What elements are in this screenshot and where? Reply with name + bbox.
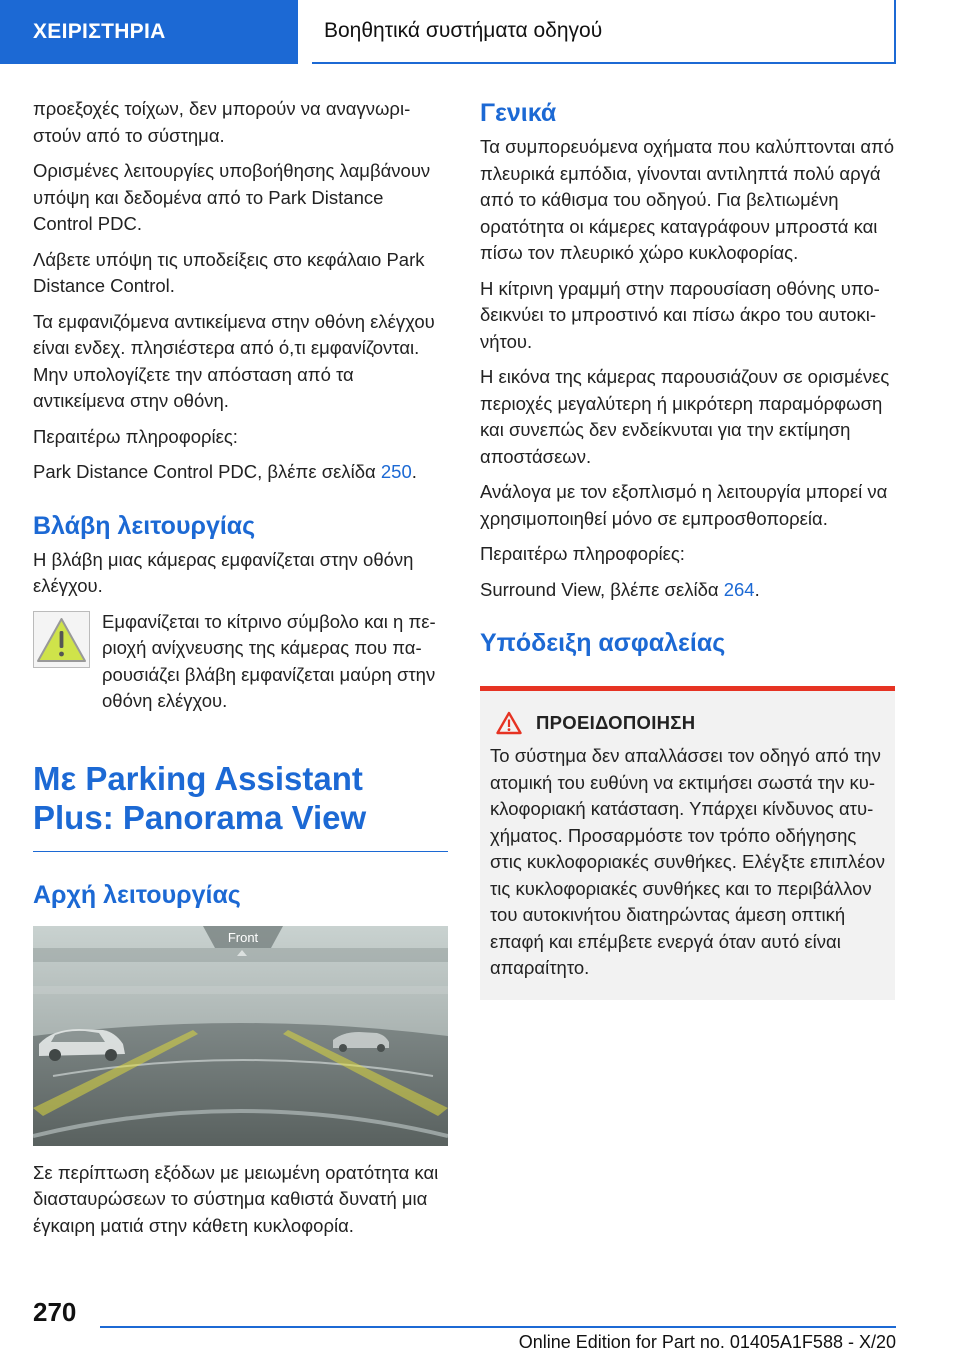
- paragraph: Περαιτέρω πληροφορίες:: [33, 425, 238, 447]
- warning-triangle-icon: [496, 711, 522, 735]
- right-column: [480, 96, 895, 1000]
- paragraph: Τα εμφανιζόμενα αντικείμενα στην οθόνη ελέγχου είναι ενδεχ. πλησιέστερα από ό,τι εμφανίζονται. Μην υπολογίζετε την απόσταση από τα αντικείμενα στην οθόνη.: [33, 310, 435, 411]
- paragraph: Ανάλογα με τον εξοπλισμό η λειτουργία μπορεί να χρησιμοποιηθεί μόνο σε εμπροσθοπορεία.: [480, 481, 888, 529]
- paragraph: Η κίτρινη γραμμή στην παρουσίαση οθόνης υποδεικνύει το μπροστινό και πίσω άκρο του αυτοκινήτου.: [480, 277, 880, 352]
- camera-fault-warning-icon: [33, 611, 90, 668]
- camera-front-label: Front: [227, 929, 259, 945]
- reference-text: Park Distance Control PDC, βλέπε σελίδα: [33, 461, 381, 482]
- cross-reference: Surround View, βλέπε σελίδα 264.: [480, 578, 760, 600]
- paragraph: Ορισμένες λειτουργίες υποβοήθησης λαμβάνουν υπόψη και δεδομένα από το Park Distance Control PDC.: [33, 160, 431, 234]
- heading-general: Γενικά: [480, 99, 557, 127]
- warning-text: Το σύστημα δεν απαλλάσσει τον οδηγό από την ατομική του ευθύνη να εκτιμήσει σωστά την κυκλοφοριακή κατάσταση. Υπάρχει κίνδυνος ατυχήματος. Προσαρμόστε τον τρόπο οδήγησης στις κυκλοφοριακές συνθήκες. Ελέγξτε επιπλέον τις κυκλοφοριακές συνθήκες και το περιβάλλον του αυτοκινήτου διατηρώντας άμεση οπτική επαφή και επέμβετε ενεργά όταν αυτό είναι απαραίτητο.: [490, 745, 885, 978]
- footer-edition: Online Edition for Part no. 01405A1F588 - X/20: [100, 1326, 896, 1353]
- main-heading: Με Parking Assistant Plus: Panorama View: [33, 759, 448, 852]
- image-caption: Σε περίπτωση εξόδων με μειωμένη ορατότητα και διασταυρώσεων το σύστημα καθιστά δυνατή μια έγκαιρη ματιά στην κάθετη κυκλοφορία.: [33, 1161, 439, 1236]
- paragraph: Η βλάβη μιας κάμερας εμφανίζεται στην οθόνη ελέγχου.: [33, 548, 414, 596]
- reference-text: Surround View, βλέπε σελίδα: [480, 578, 724, 600]
- camera-view-illustration: [33, 926, 448, 1146]
- chapter-tab: ΧΕΙΡΙΣΤΗΡΙΑ: [0, 0, 298, 64]
- heading-safety: Υπόδειξη ασφαλείας: [480, 629, 726, 657]
- warning-title: ΠΡΟΕΙΔΟΠΟΙΗΣΗ: [536, 712, 696, 733]
- page-link-250[interactable]: 250: [380, 461, 412, 482]
- fault-symbol-row: [33, 609, 448, 715]
- page-number: 270: [33, 1297, 77, 1327]
- paragraph: Περαιτέρω πληροφορίες:: [480, 543, 685, 564]
- page-link-264[interactable]: 264: [723, 578, 755, 600]
- panorama-camera-image: [33, 926, 448, 1146]
- heading-principle: Αρχή λειτουργίας: [33, 880, 241, 909]
- warning-box: [480, 686, 895, 1000]
- left-column: [33, 96, 448, 1248]
- heading-fault: Βλάβη λειτουργίας: [33, 511, 256, 540]
- paragraph: προεξοχές τοίχων, δεν μπορούν να αναγνωριστούν από το σύστημα.: [33, 98, 411, 146]
- paragraph: Η εικόνα της κάμερας παρουσιάζουν σε ορισμένες περιοχές μεγαλύτερη ή μικρότερη παραμόρφωση και συνεπώς δεν ενδείκνυται για την εκτίμηση αποστάσεων.: [480, 366, 890, 467]
- paragraph: Εμφανίζεται το κίτρινο σύμβολο και η περιοχή ανίχνευσης της κάμερας που παρουσιάζει βλάβη εμφανίζεται μαύρη στην οθόνη ελέγχου.: [102, 610, 436, 711]
- paragraph: Λάβετε υπόψη τις υποδείξεις στο κεφάλαιο Park Distance Control.: [33, 248, 425, 296]
- warning-header: [496, 711, 885, 735]
- cross-reference: Park Distance Control PDC, βλέπε σελίδα 250.: [33, 461, 417, 482]
- section-title: Βοηθητικά συστήματα οδηγού: [312, 0, 896, 64]
- paragraph: Τα συμπορευόμενα οχήματα που καλύπτονται από πλευρικά εμπόδια, γίνονται αντιληπτά πολύ αργά από το κάθισμα του οδηγού. Για βελτιωμένη ορατότητα οι κάμερες καταγράφουν μπροστά και πίσω τον πλευρικό χώρο κυκλοφορίας.: [480, 136, 895, 263]
